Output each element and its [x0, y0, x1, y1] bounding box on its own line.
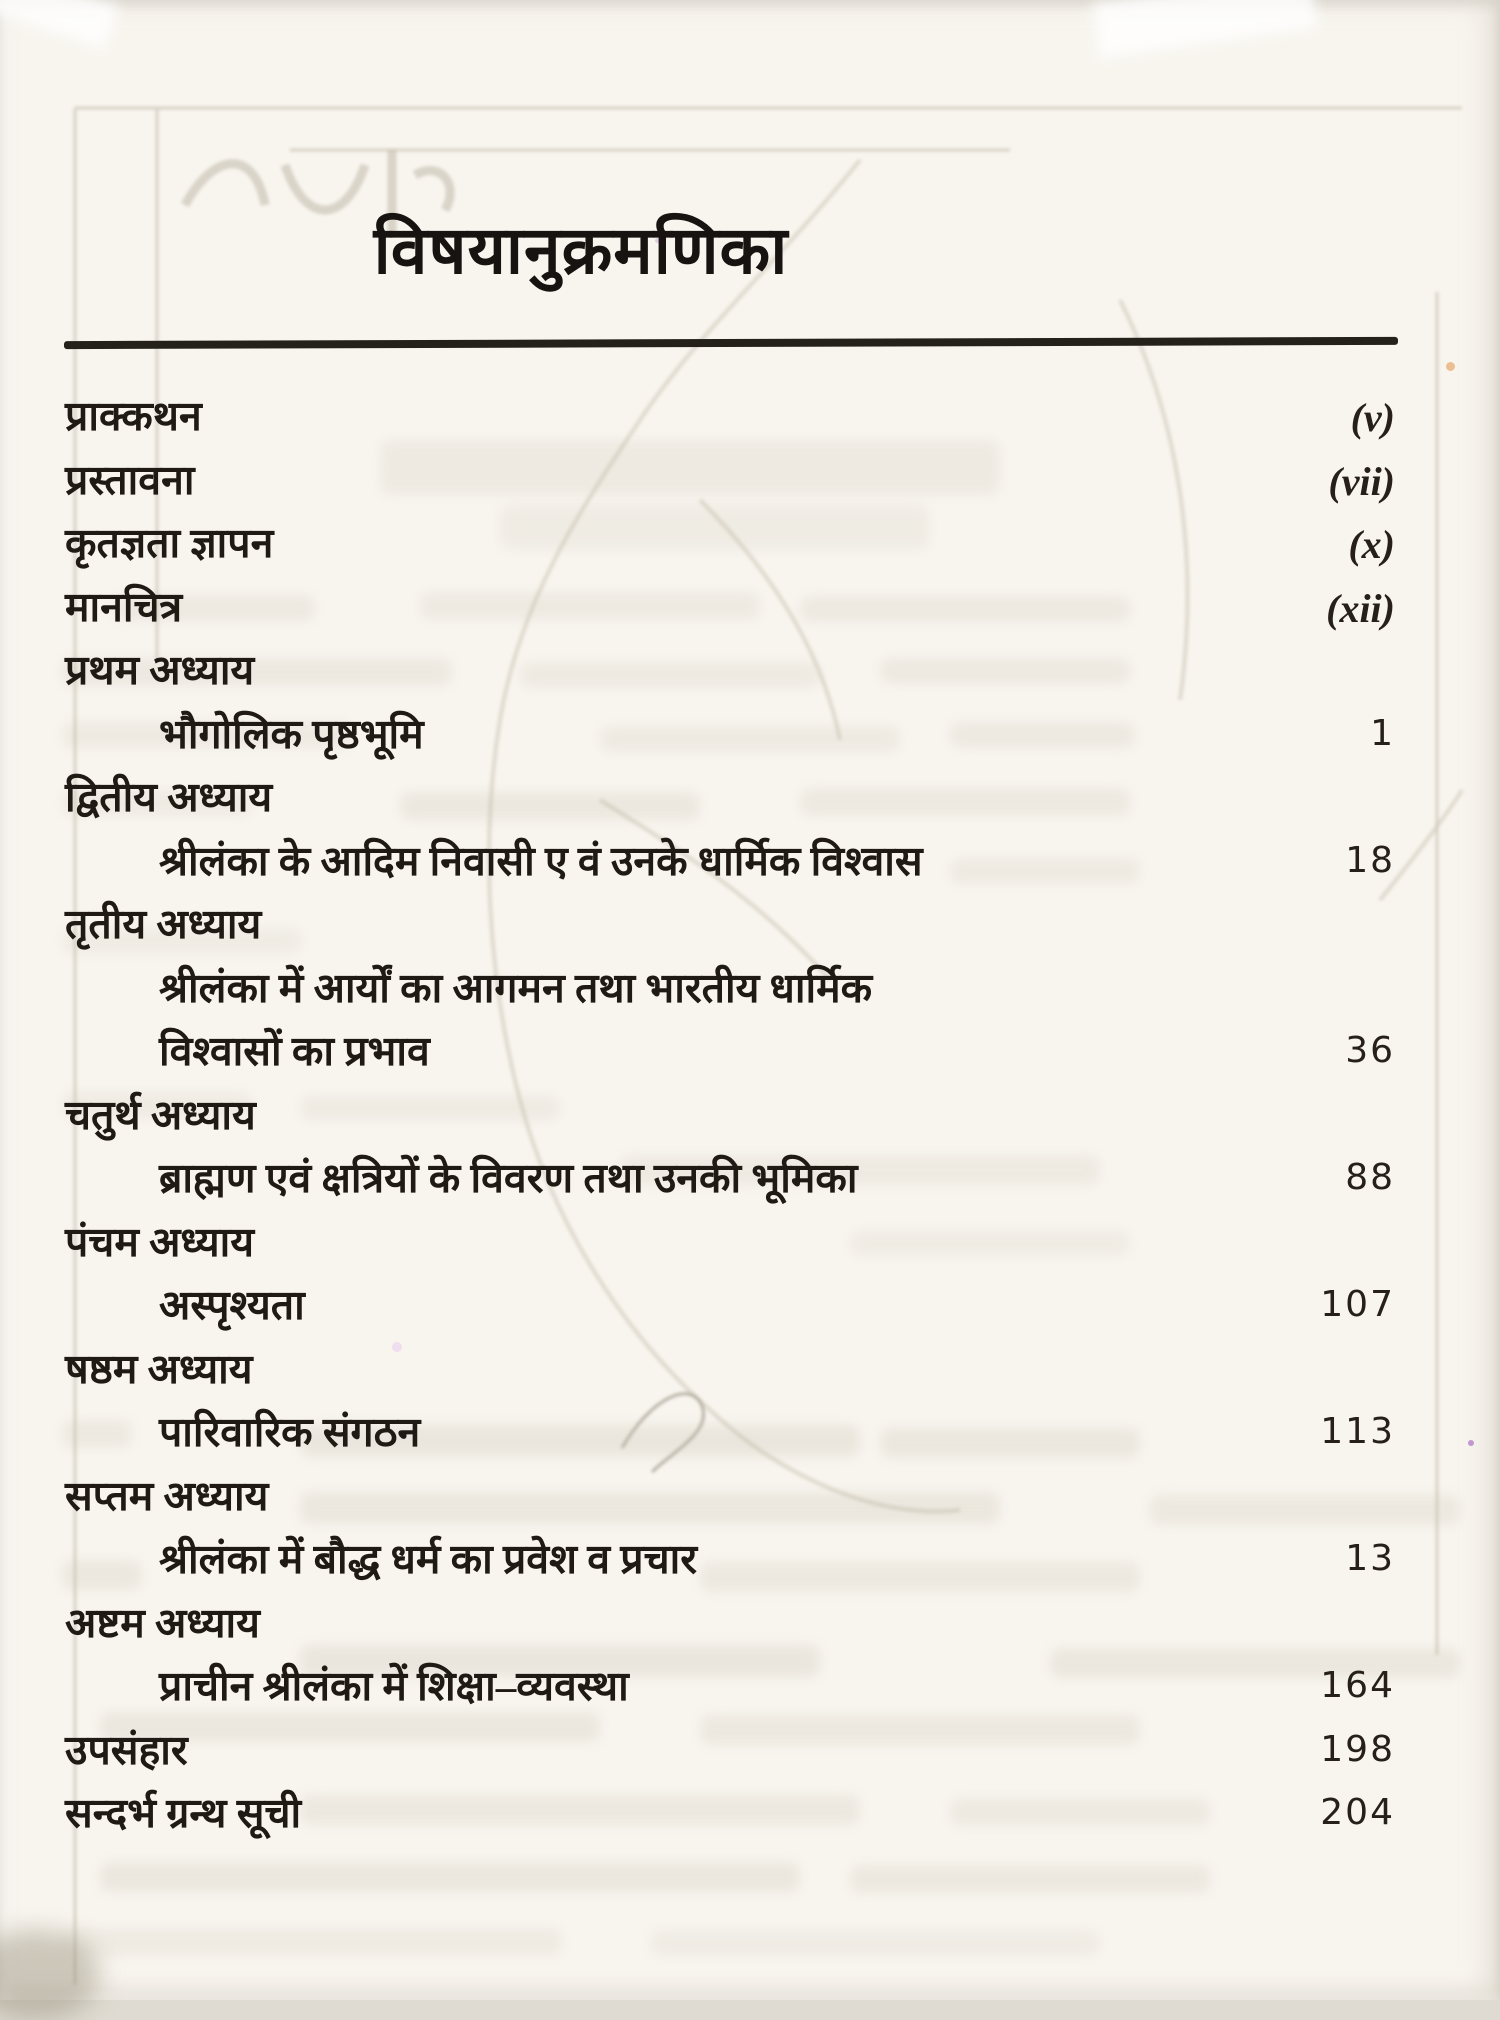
toc-entry-label: प्रथम अध्याय [65, 647, 255, 693]
toc-entry-page: 113 [1320, 1411, 1395, 1452]
toc-entry-label: श्रीलंका में आर्यों का आगमन तथा भारतीय धार्मिक [159, 964, 873, 1011]
toc-entry-label: षष्ठम अध्याय [65, 1345, 253, 1392]
toc-entry [65, 1664, 1395, 1728]
toc-entry-page: 198 [1320, 1728, 1395, 1770]
toc-entry-page: (v) [1350, 395, 1395, 440]
toc-entry-label: पंचम अध्याय [65, 1218, 255, 1265]
dust-speck [1468, 1440, 1474, 1446]
toc-entry-label: मानचित्र [65, 583, 183, 630]
toc-entry [65, 1791, 1395, 1855]
toc-entry [65, 394, 1395, 458]
toc-entry-page: 107 [1320, 1284, 1395, 1325]
toc-entry [65, 1093, 1395, 1157]
dust-speck [1446, 362, 1455, 371]
toc-entry [65, 1156, 1395, 1220]
ghost-text-band [62, 1928, 562, 1956]
toc-entry-label: सन्दर्भ ग्रन्थ सूची [65, 1790, 302, 1836]
toc-entry-page: (xii) [1326, 585, 1395, 631]
toc-entry [65, 648, 1395, 712]
toc-entry [65, 1537, 1395, 1601]
toc-entry-page: 13 [1345, 1538, 1395, 1579]
toc-entry-label: विश्वासों का प्रभाव [159, 1028, 430, 1074]
toc-entry-label: अस्पृश्यता [159, 1282, 305, 1328]
toc-entry [65, 1728, 1395, 1792]
toc-entry [65, 1220, 1395, 1284]
toc-entry [65, 966, 1395, 1030]
toc-entry [65, 902, 1395, 966]
toc-entry [65, 521, 1395, 585]
toc-list [65, 394, 1395, 1855]
page-title: विषयानुक्रमणिका [373, 215, 789, 288]
toc-entry-page: 204 [1320, 1792, 1395, 1833]
toc-entry-label: प्रस्तावना [65, 456, 195, 503]
toc-entry [65, 1347, 1395, 1411]
ghost-text-band [650, 1930, 1100, 1956]
title-rule [64, 337, 1398, 349]
toc-entry-page: 36 [1345, 1030, 1395, 1071]
toc-entry-label: प्राक्कथन [65, 393, 202, 439]
ghost-text-band [850, 1865, 1210, 1893]
toc-entry-label: चतुर्थ अध्याय [65, 1091, 256, 1138]
toc-entry-page: 1 [1370, 712, 1395, 754]
page-crease [0, 0, 119, 49]
ghost-text-band [100, 1862, 800, 1892]
toc-entry-page: (x) [1348, 522, 1395, 567]
toc-entry [65, 1283, 1395, 1347]
toc-entry-label: भौगोलिक पृष्ठभूमि [159, 710, 424, 757]
toc-entry-label: कृतज्ञता ज्ञापन [65, 520, 274, 566]
toc-entry [65, 775, 1395, 839]
page-crease [1092, 0, 1318, 58]
toc-entry [65, 712, 1395, 776]
toc-entry-page: 88 [1345, 1157, 1395, 1198]
toc-entry-label: प्राचीन श्रीलंका में शिक्षा–व्यवस्था [159, 1663, 629, 1709]
corner-shadow [0, 1930, 100, 2020]
toc-entry-label: द्वितीय अध्याय [65, 774, 273, 820]
toc-entry-label: उपसंहार [65, 1726, 188, 1773]
toc-entry-label: तृतीय अध्याय [65, 901, 262, 947]
toc-entry [65, 585, 1395, 649]
toc-entry-label: अष्टम अध्याय [65, 1599, 260, 1646]
toc-entry-page: 164 [1320, 1665, 1395, 1706]
toc-entry [65, 1474, 1395, 1538]
toc-entry-label: ब्राह्मण एवं क्षत्रियों के विवरण तथा उनकी भूमिका [159, 1155, 858, 1201]
toc-entry-label: सप्तम अध्याय [65, 1472, 269, 1519]
toc-entry [65, 1601, 1395, 1665]
toc-entry [65, 458, 1395, 522]
toc-entry-page: (vii) [1328, 458, 1395, 504]
toc-entry-label: श्रीलंका के आदिम निवासी ए वं उनके धार्मिक विश्वास [159, 837, 923, 884]
toc-entry-label: पारिवारिक संगठन [159, 1409, 421, 1455]
toc-entry [65, 1410, 1395, 1474]
toc-entry-label: श्रीलंका में बौद्ध धर्म का प्रवेश व प्रचार [159, 1536, 698, 1582]
toc-entry [65, 1029, 1395, 1093]
toc-entry [65, 839, 1395, 903]
toc-entry-page: 18 [1345, 839, 1395, 881]
